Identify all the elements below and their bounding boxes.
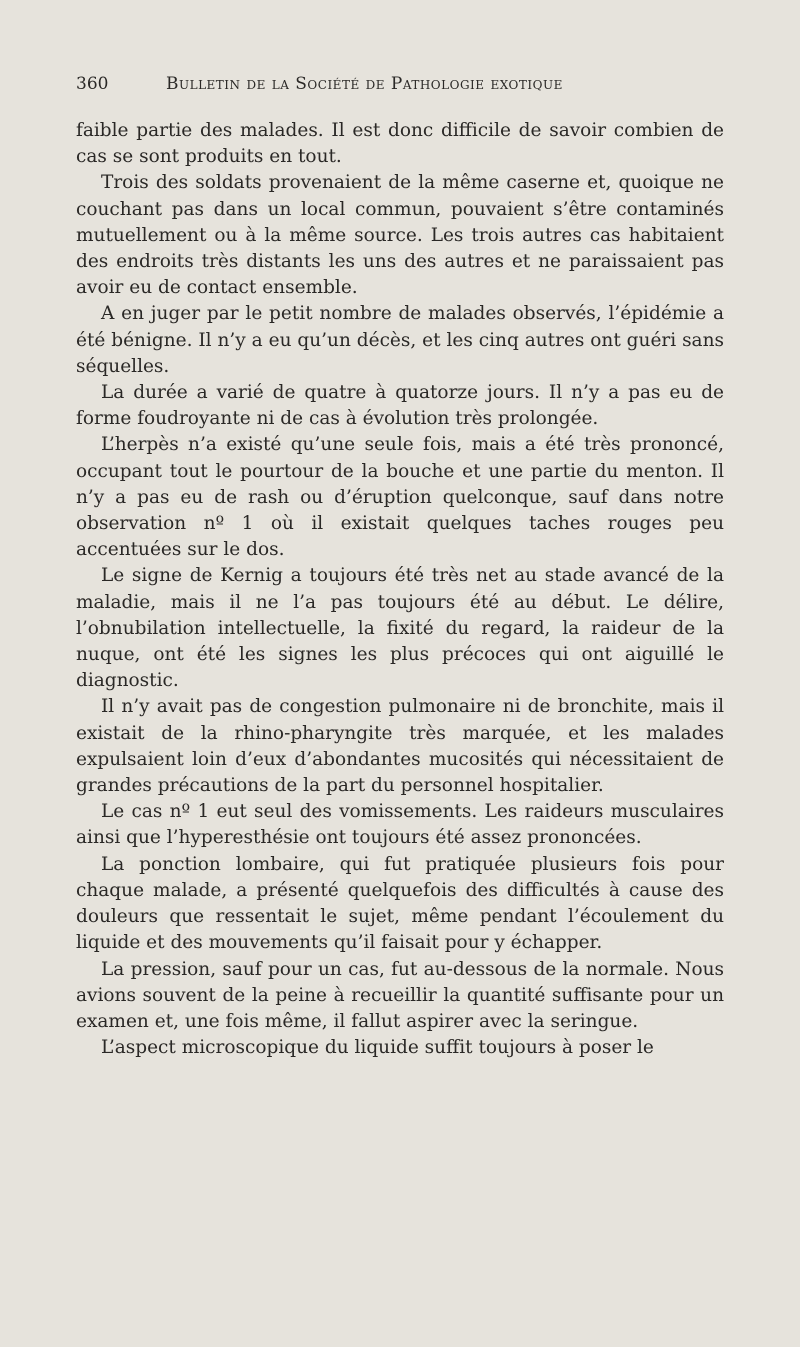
body-text [76, 118, 724, 1061]
paragraph: Le cas nº 1 eut seul des vomissements. Les raideurs musculaires ainsi que l’hyperesthésie ont toujours été assez prononcées. [76, 801, 724, 849]
running-title: Bulletin de la Société de Pathologie exotique [166, 74, 563, 94]
page-header [76, 70, 726, 100]
paragraph: Trois des soldats provenaient de la même caserne et, quoique ne couchant pas dans un local commun, pouvaient s’être contaminés mutuellement ou à la même source. Les trois autres cas habitaient des endroits très distants les uns des autres et ne paraissaient pas avoir eu de contact ensemble. [76, 172, 724, 299]
paragraph: La pression, sauf pour un cas, fut au-dessous de la normale. Nous avions souvent de la peine à recueillir la quantité suffisante pour un examen et, une fois même, il fallut aspirer avec la seringue. [76, 958, 724, 1032]
page-number: 360 [76, 74, 109, 94]
paragraph: Il n’y avait pas de congestion pulmonaire ni de bronchite, mais il existait de la rhino-pharyngite très marquée, et les malades expulsaient loin d’eux d’abondantes mucosités qui nécessitaient de grandes précautions de la part du personnel hospitalier. [76, 696, 724, 797]
paragraph: A en juger par le petit nombre de malades observés, l’épidémie a été bénigne. Il n’y a eu qu’un décès, et les cinq autres ont guéri sans séquelles. [76, 303, 724, 377]
paragraph: Le signe de Kernig a toujours été très net au stade avancé de la maladie, mais il ne l’a pas toujours été au début. Le délire, l’obnubilation intellectuelle, la fixité du regard, la raideur de la nuque, ont été les signes les plus précoces qui ont aiguillé le diagnostic. [76, 565, 724, 692]
paragraph: L’aspect microscopique du liquide suffit toujours à poser le [101, 1037, 654, 1059]
paragraph: faible partie des malades. Il est donc difficile de savoir combien de cas se sont produits en tout. [76, 120, 724, 168]
paragraph: L’herpès n’a existé qu’une seule fois, mais a été très prononcé, occupant tout le pourtour de la bouche et une partie du menton. Il n’y a pas eu de rash ou d’éruption quelconque, sauf dans notre observation nº 1 où il existait quelques taches rouges peu accentuées sur le dos. [76, 434, 724, 561]
paragraph: La ponction lombaire, qui fut pratiquée plusieurs fois pour chaque malade, a présenté quelquefois des difficultés à cause des douleurs que ressentait le sujet, même pendant l’écoulement du liquide et des mouvements qu’il faisait pour y échapper. [76, 853, 724, 954]
paragraph: La durée a varié de quatre à quatorze jours. Il n’y a pas eu de forme foudroyante ni de cas à évolution très prolongée. [76, 382, 724, 430]
